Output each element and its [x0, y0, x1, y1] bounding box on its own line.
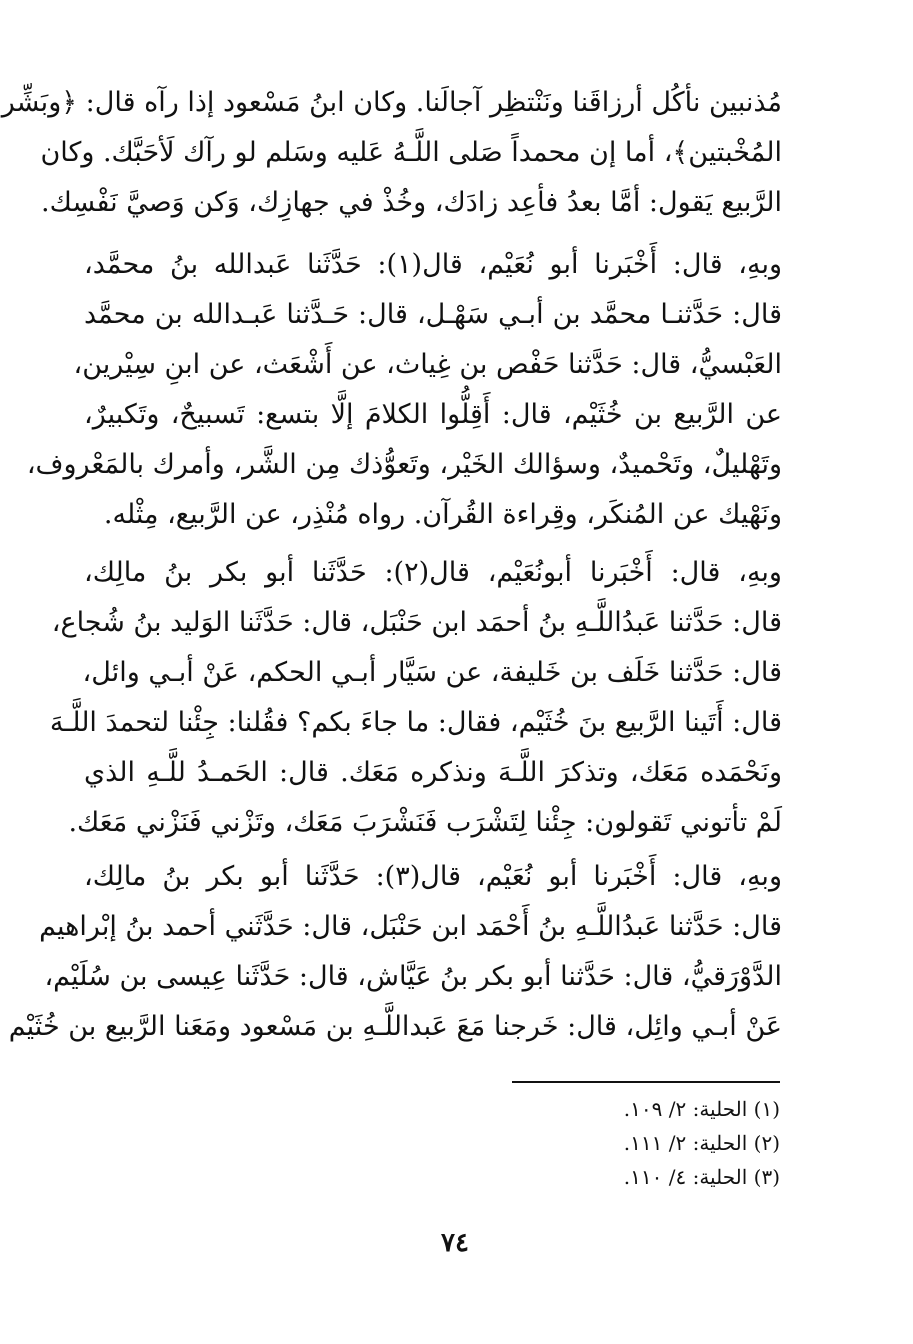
text-line: عن الرَّبيع بن خُثَيْم، قال: أَقِلُّوا الكلامَ إلَّا بتسع: تَسبيحٌ، وتَكبيرٌ، — [84, 399, 782, 430]
text-line: ونَهْيك عن المُنكَر، وقِراءة القُرآن. رواه مُنْذِر، عن الرَّبيع، مِثْله. — [103, 499, 782, 530]
text-line: عَنْ أبـي وائِل، قال: خَرجنا مَعَ عَبداللَّـهِ بن مَسْعود ومَعَنا الرَّبيع بن خُثَيْم — [8, 1011, 782, 1042]
text-line: الدَّوْرَقيُّ، قال: حَدَّثنا أبو بكر بنُ عَيَّاش، قال: حَدَّثَنا عِيسى بن سُلَيْم، — [44, 961, 782, 992]
text-line: لَمْ تأتوني تَقولون: جِئْنا لِتَشْرَب فَنَشْرَبَ مَعَك، وتَزْني فَنَزْني مَعَك. — [68, 807, 782, 838]
text-line: مُذنبين نأكُل أرزاقَنا ونَنْتظِر آجالَنا. وكان ابنُ مَسْعود إذا رآه قال: ﴿وبَشِّر — [1, 87, 782, 118]
text-line: قال: حَدَّثنـا محمَّد بن أبـي سَهْـل، قال: حَـدَّثنا عَبـدالله بن محمَّد — [84, 299, 782, 330]
paragraph-4 — [8, 852, 782, 1052]
paragraph-1 — [1, 78, 782, 228]
footnotes — [480, 1092, 780, 1194]
text-line: الرَّبيع يَقول: أمَّا بعدُ فأعِد زادَك، وخُذْ في جهازِك، وَكن وَصيَّ نَفْسِك. — [41, 187, 782, 218]
text-line: وبهِ، قال: أَخْبَرنا أبونُعَيْم، قال(٢): حَدَّثَنا أبو بكر بنُ مالِك، — [84, 557, 782, 588]
text-line: وبهِ، قال: أَخْبَرنا أبو نُعَيْم، قال(٣): حَدَّثَنا أبو بكر بنُ مالِك، — [84, 861, 782, 892]
paragraph-2 — [26, 240, 782, 540]
footnote-3: (٣) الحلية: ٤/ ١١٠. — [623, 1165, 780, 1189]
text-line: المُخْبتين﴾، أما إن محمداً صَلى اللَّـهُ عَليه وسَلم لو رآك لَأحَبَّك. وكان — [40, 137, 782, 168]
text-line: قال: حَدَّثنا خَلَف بن خَليفة، عن سَيَّار أبـي الحكم، عَنْ أبـي وائل، — [82, 657, 782, 688]
footnote-2: (٢) الحلية: ٢/ ١١١. — [623, 1131, 780, 1155]
text-line: قال: حَدَّثنا عَبدُاللَّـهِ بنُ أحمَد ابن حَنْبَل، قال: حَدَّثَنا الوَليد بنُ شُجاع، — [51, 607, 782, 638]
paragraph-3 — [49, 548, 782, 848]
text-line: العَبْسيُّ، قال: حَدَّثنا حَفْص بن غِياث، عن أَشْعَث، عن ابنِ سِيْرين، — [73, 349, 782, 380]
text-line: قال: حَدَّثنا عَبدُاللَّـهِ بنُ أَحْمَد ابن حَنْبَل، قال: حَدَّثَني أحمد بنُ إبْراهيم — [39, 911, 782, 942]
text-line: وبهِ، قال: أَخْبَرنا أبو نُعَيْم، قال(١): حَدَّثَنا عَبدالله بنُ محمَّد، — [84, 249, 782, 280]
text-line: وتَهْليلٌ، وتَحْميدٌ، وسؤالك الخَيْر، وتَعوُّذك مِن الشَّر، وأمرك بالمَعْروف، — [26, 449, 782, 480]
footnote-divider — [512, 1081, 780, 1083]
text-line: ونَحْمَده مَعَك، وتذكرَ اللَّـهَ ونذكره مَعَك. قال: الحَمـدُ للَّـهِ الذي — [84, 757, 782, 788]
text-line: قال: أَتَينا الرَّبيع بنَ خُثَيْم، فقال: ما جاءَ بكم؟ فقُلنا: جِئْنا لتحمدَ اللَّـهَ — [49, 707, 782, 738]
page-number: ٧٤ — [441, 1228, 469, 1258]
footnote-1: (١) الحلية: ٢/ ١٠٩. — [623, 1097, 780, 1121]
